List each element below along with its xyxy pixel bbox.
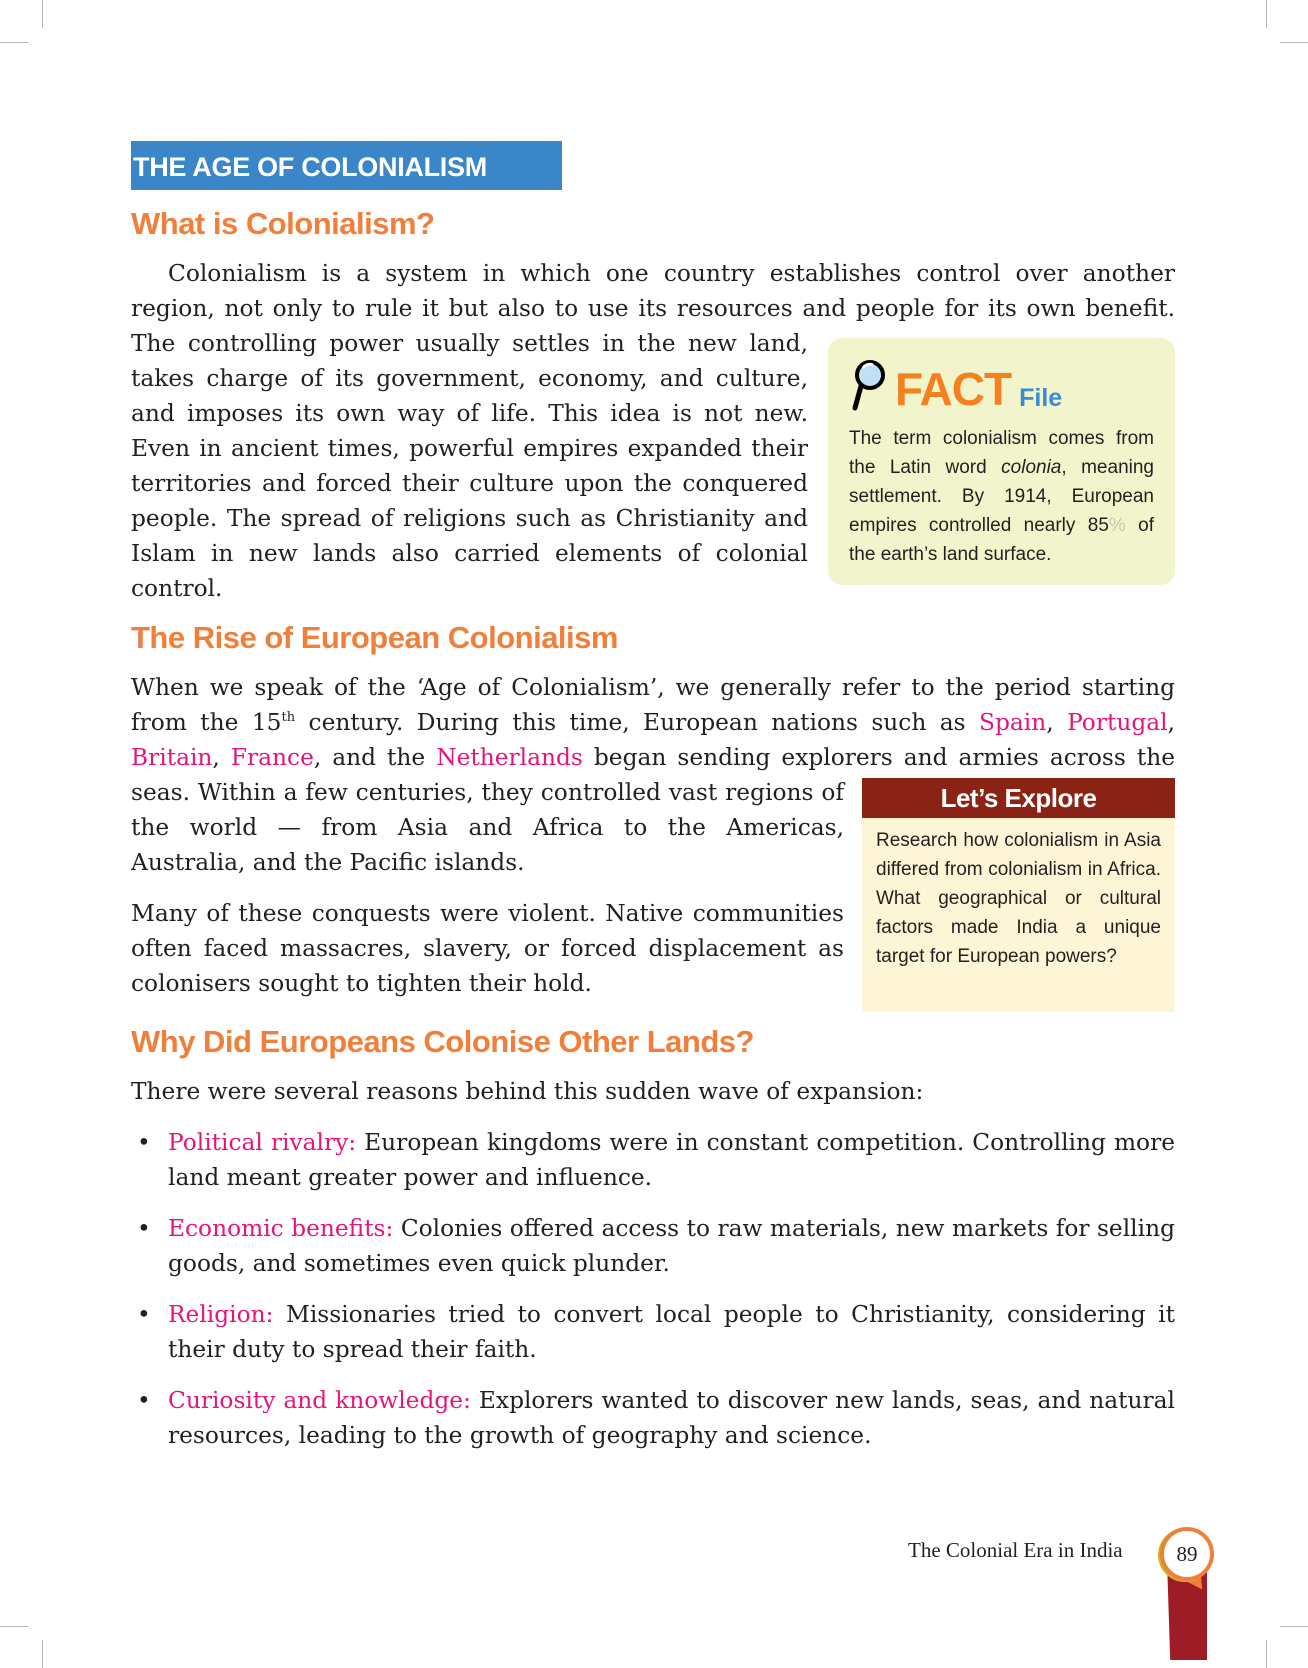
crop-mark [0, 1626, 28, 1627]
list-item [131, 1297, 1175, 1367]
list-item [131, 1125, 1175, 1195]
reason-term: Political rivalry: [168, 1129, 357, 1156]
reason-term: Religion: [168, 1301, 274, 1328]
fact-italic-term: colonia [1001, 457, 1062, 478]
lets-explore-title: Let’s Explore [862, 778, 1175, 818]
crop-mark [1280, 42, 1308, 43]
country-france: France [230, 744, 314, 771]
reason-text: Colonies offered access to raw materials, new markets for selling goods, and sometimes even quick plunder. [168, 1215, 1175, 1277]
fact-file-text [849, 424, 1154, 569]
fact-text: , meaning settlement. By 1914, European empires controlled nearly 85 [849, 457, 1154, 536]
running-footer-chapter-title: The Colonial Era in India [908, 1538, 1123, 1562]
crop-mark [42, 1640, 43, 1668]
fact-text: of the earth’s land surface. [849, 515, 1154, 565]
text: , [1046, 709, 1068, 736]
text: When we speak of the ‘Age of Colonialism’, we generally refer to the period starting from the 15 [131, 674, 1175, 736]
reason-text: Explorers wanted to discover new lands, seas, and natural resources, leading to the growth of geography and science. [168, 1387, 1175, 1449]
reason-text: Missionaries tried to convert local people to Christianity, considering it their duty to spread their faith. [168, 1301, 1175, 1363]
lets-explore-box [862, 778, 1175, 1012]
country-britain: Britain [131, 744, 213, 771]
chapter-section-banner [131, 141, 562, 190]
country-spain: Spain [979, 709, 1047, 736]
fact-text: The term colonialism comes from the Latin word [849, 428, 1154, 478]
fact-file-box [828, 338, 1175, 585]
crop-mark [1266, 0, 1267, 28]
lets-explore-text: Research how colonialism in Asia differed from colonialism in Africa. What geographical or cultural factors made India a unique target for European powers? [876, 830, 1161, 967]
crop-mark [1266, 1640, 1267, 1668]
section3-intro: There were several reasons behind this sudden wave of expansion: [131, 1078, 924, 1105]
text: , and the [313, 744, 437, 771]
banner-title: THE AGE OF COLONIALISM [133, 152, 487, 182]
country-portugal: Portugal [1067, 709, 1168, 736]
ordinal-suffix: th [281, 710, 296, 726]
text: , [212, 744, 231, 771]
text: began sending explorers and armies across the seas. Within a few centuries, they controlled vast regions of the world — from Asia and Africa to the Americas, Australia, and the Pacific islands. [131, 744, 1175, 876]
section1-body [131, 256, 1175, 606]
reasons-list [131, 1125, 1175, 1453]
fact-file-subtitle: File [1019, 384, 1063, 412]
page-content [131, 141, 1175, 1453]
crop-mark [42, 0, 43, 28]
crop-mark [0, 42, 28, 43]
section-heading-what-is-colonialism: What is Colonialism? [131, 206, 435, 241]
section2-body [131, 670, 1175, 1012]
bullet-icon: • [137, 1129, 151, 1156]
section-heading-why-colonise: Why Did Europeans Colonise Other Lands? [131, 1024, 754, 1059]
reason-term: Curiosity and knowledge: [168, 1387, 471, 1414]
list-item [131, 1211, 1175, 1281]
fact-file-title: FACT [895, 363, 1012, 415]
paragraph: Many of these conquests were violent. Native communities often faced massacres, slavery, or forced displacement as colonisers sought to tighten their hold. [131, 900, 844, 997]
page-number-badge: 89 [1160, 1527, 1214, 1581]
reason-term: Economic benefits: [168, 1215, 394, 1242]
country-netherlands: Netherlands [436, 744, 583, 771]
section-heading-rise-of-european-colonialism: The Rise of European Colonialism [131, 620, 618, 655]
percent-sign: % [1108, 515, 1126, 536]
magnifier-icon [849, 358, 887, 414]
paragraph: Colonialism is a system in which one country establishes control over another region, not only to rule it but also to use its resources and people for its own benefit. The controlling power usually settles in the new land, takes charge of its government, economy, and culture, and imposes its own way of life. This idea is not new. Even in ancient times, powerful empires expanded their territories and forced their culture upon the conquered people. The spread of religions such as Christianity and Islam in new lands also carried elements of colonial control. [131, 260, 1175, 602]
text: , [1167, 709, 1175, 736]
list-item [131, 1383, 1175, 1453]
reason-text: European kingdoms were in constant competition. Controlling more land meant greater power and influence. [168, 1129, 1175, 1191]
crop-mark [1280, 1626, 1308, 1627]
fact-file-header [849, 352, 1154, 414]
bullet-icon: • [137, 1387, 151, 1414]
bullet-icon: • [137, 1215, 151, 1242]
text: century. During this time, European nations such as [295, 709, 980, 736]
bullet-icon: • [137, 1301, 151, 1328]
